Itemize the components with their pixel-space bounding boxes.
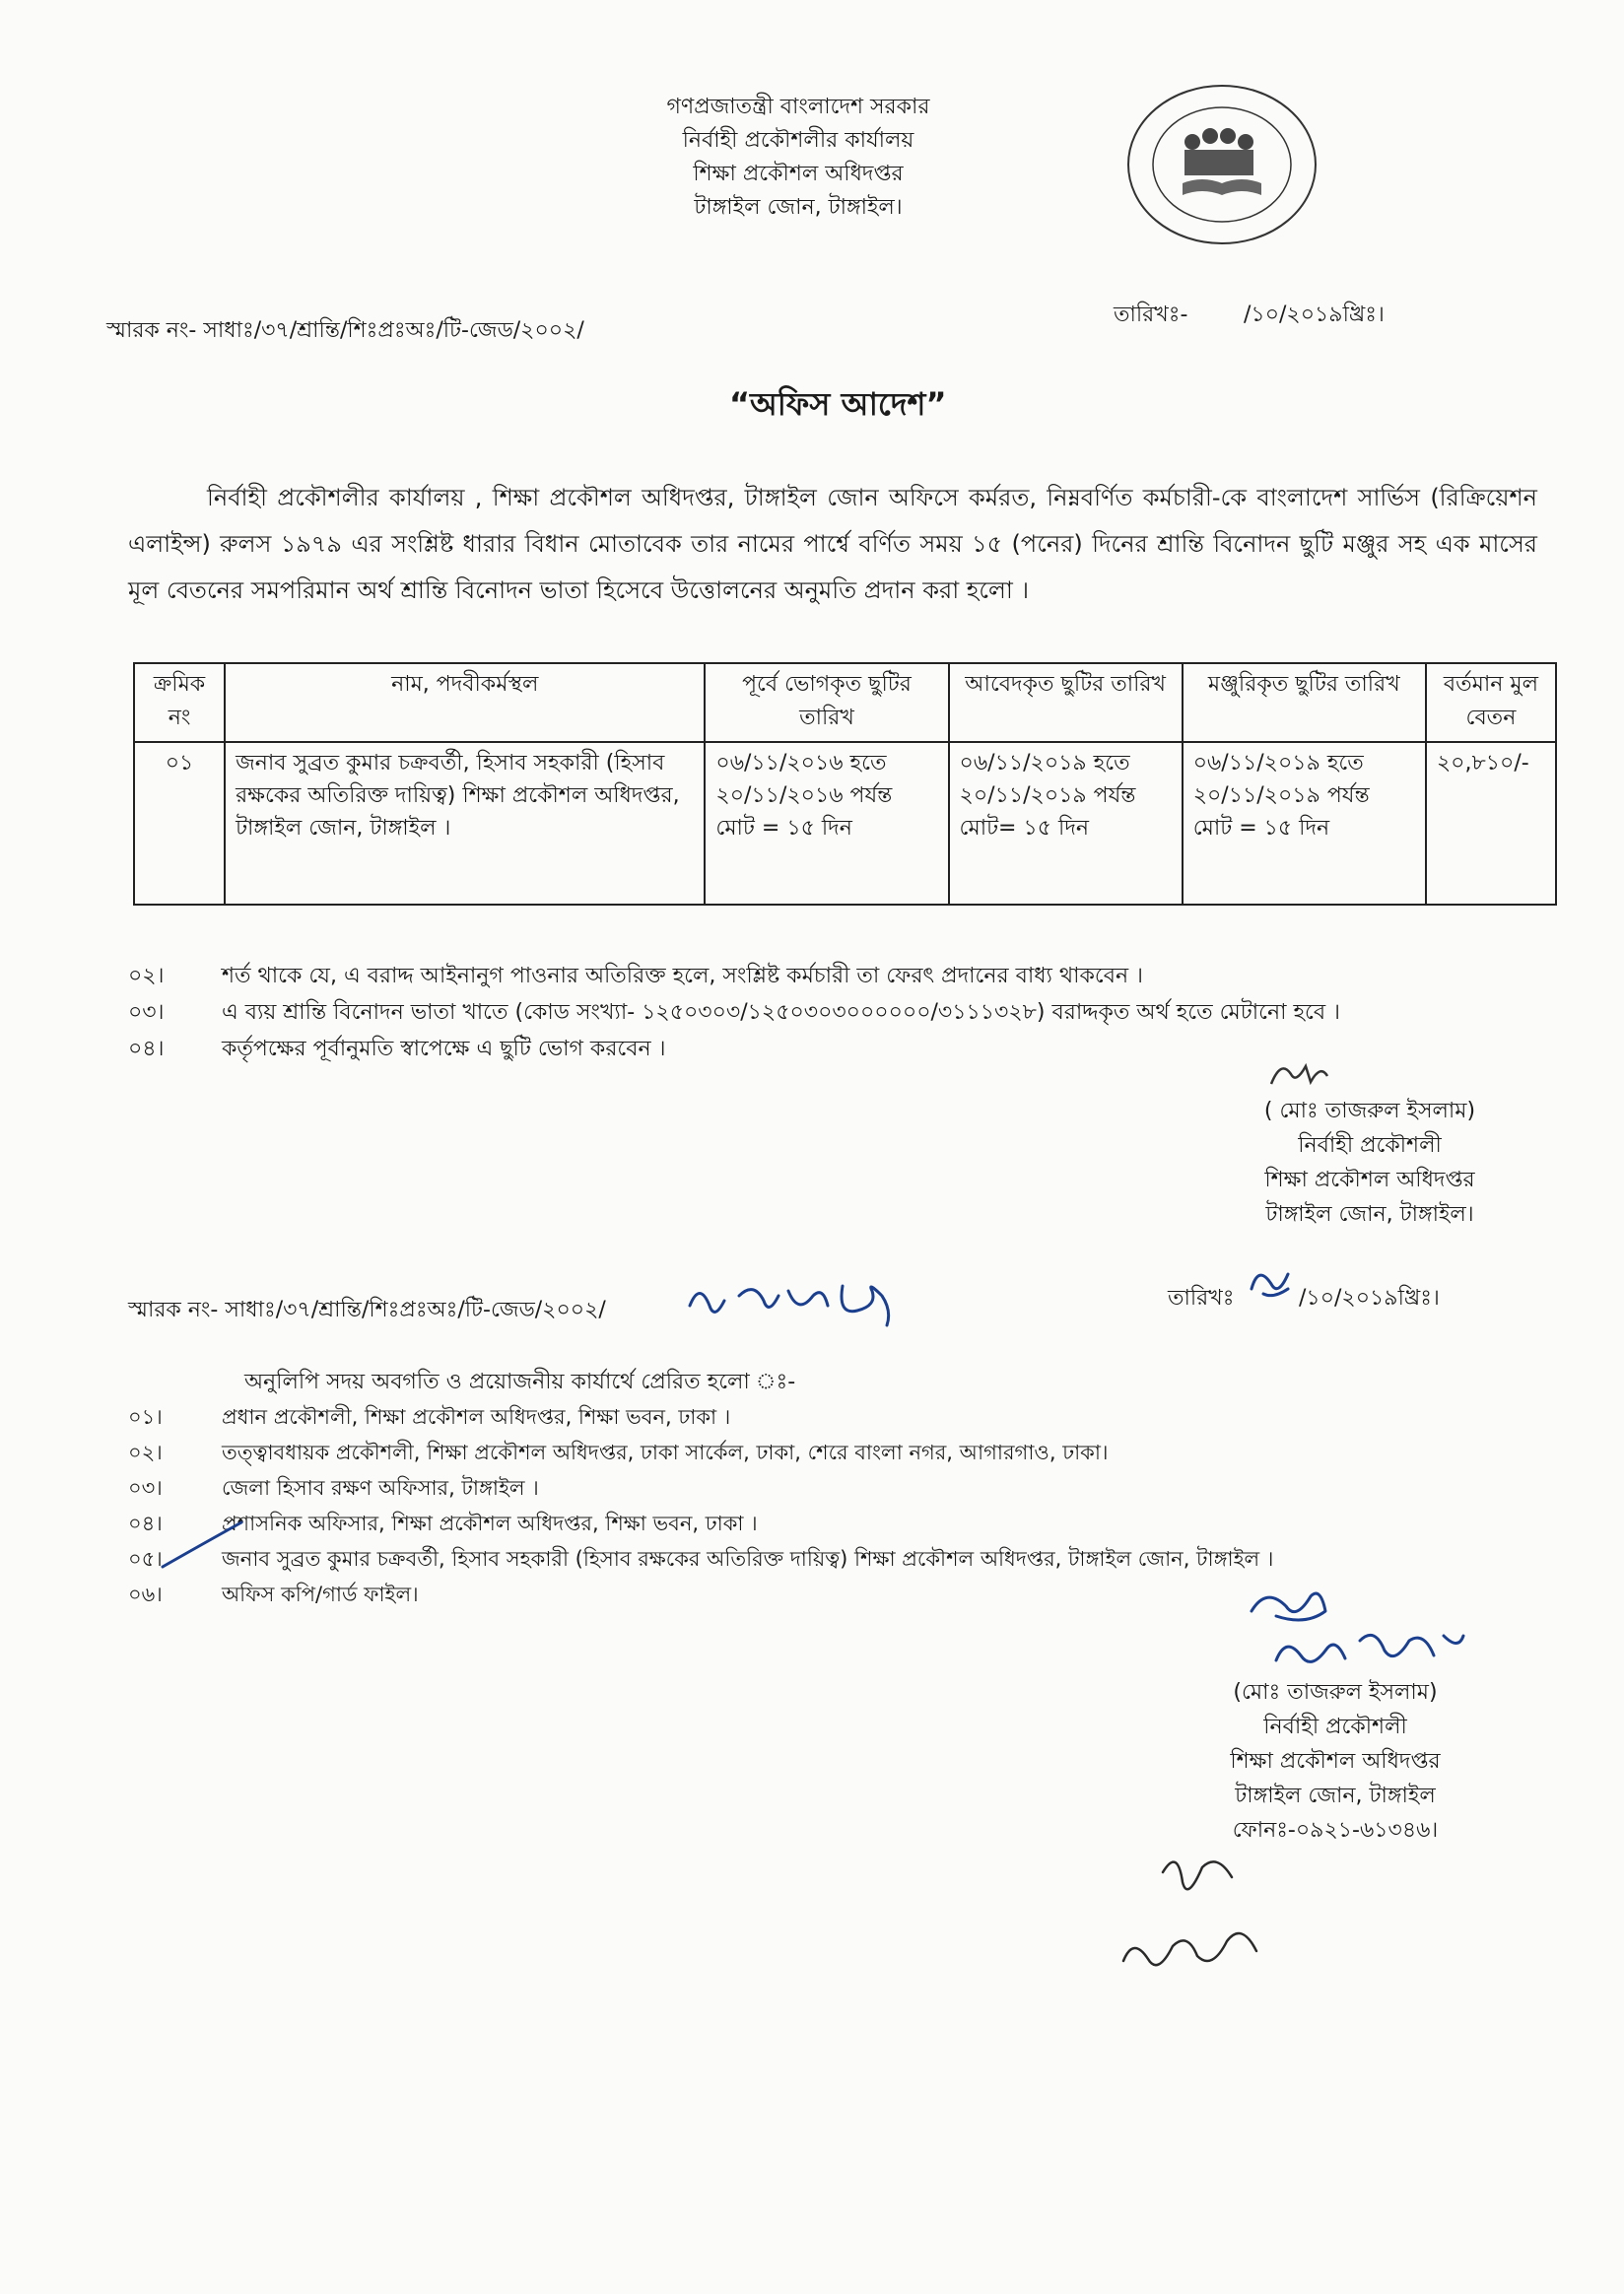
list-item [128,1435,1273,1470]
table-header: নাম, পদবীকর্মস্থল [225,663,705,742]
prev-leave-from: ০৬/১১/২০১৬ হতে [715,751,887,776]
approved-leave-total: মোট = ১৫ দিন [1192,816,1330,841]
header-office: নির্বাহী প্রকৌশলীর কার্যালয় [682,128,914,153]
copy-number: ০৬। [128,1583,163,1606]
table-header: বর্তমান মুল বেতন [1426,663,1556,742]
memo-reference-copy: স্মারক নং- সাধাঃ/৩৭/শ্রান্তি/শিঃপ্রঃঅঃ/টি-জেড/২০০২/ [128,1298,606,1322]
list-item [128,1506,1273,1541]
list-item [128,1577,1273,1612]
table-cell-serial: ০১ [134,742,225,905]
signatory-office: শিক্ষা প্রকৌশল অধিদপ্তর [1230,1749,1441,1774]
header-government: গণপ্রজাতন্ত্রী বাংলাদেশ সরকার [666,95,930,119]
signatory-name: ( মোঃ তাজরুল ইসলাম) [1263,1099,1476,1123]
copy-number: ০৫। [128,1547,163,1571]
blue-ink-signature-icon [1237,1582,1473,1690]
table-row [134,742,1556,905]
copy-recipient: প্রধান প্রকৌশলী, শিক্ষা প্রকৌশল অধিদপ্তর, শিক্ষা ভবন, ঢাকা । [222,1405,731,1429]
handwritten-date-icon [1244,1259,1298,1304]
condition-item [128,994,1340,1031]
header-department: শিক্ষা প্রকৌশল অধিদপ্তর [693,162,904,186]
handwritten-initial-date-icon [1104,1843,1281,1990]
applied-leave-from: ০৬/১১/২০১৯ হতে [959,751,1130,776]
memo-copy-date-label: তারিখঃ [1168,1286,1235,1311]
document-title: “অফিস আদেশ” [729,385,947,423]
signature-initial-icon [1266,1054,1335,1094]
copy-distribution-list [128,1399,1273,1612]
order-body-paragraph: নির্বাহী প্রকৌশলীর কার্যালয় , শিক্ষা প্রকৌশল অধিদপ্তর, টাঙ্গাইল জোন অফিসে কর্মরত, নিম্নবর্ণিত কর্মচারী-কে বাংলাদেশ সার্ভিস (রিক্রিয়েশন এলাইন্স) রুলস ১৯৭৯ এর সংশ্লিষ্ট ধারার বিধান মোতাবেক তার নামের পার্শ্বে বর্ণিত সময় ১৫ (পনের) দিনের শ্রান্তি বিনোদন ছুটি মঞ্জুর সহ এক মাসের মূল বেতনের সমপরিমান অর্থ শ্রান্তি বিনোদন ভাতা হিসেবে উত্তোলনের অনুমতি প্রদান করা হলো । [128,484,1537,604]
memo-date-label: তারিখঃ- [1114,303,1188,327]
copy-number: ০৪। [128,1512,163,1535]
prev-leave-to: ২০/১১/২০১৬ পর্যন্ত [715,783,893,808]
list-item [128,1541,1273,1577]
condition-number: ০৪। [128,1037,165,1061]
handwritten-memo-number-icon [680,1266,907,1335]
copy-recipient: প্রশাসনিক অফিসার, শিক্ষা প্রকৌশল অধিদপ্তর, শিক্ষা ভবন, ঢাকা । [222,1512,758,1535]
signature-block-primary [1207,1094,1532,1232]
signature-block-copy [1168,1675,1503,1848]
signatory-name: (মোঃ তাজরুল ইসলাম) [1233,1680,1438,1705]
list-item [128,1399,1273,1435]
copy-recipient: জনাব সুব্রত কুমার চক্রবর্তী, হিসাব সহকারী (হিসাব রক্ষকের অতিরিক্ত দায়িত্ব) শিক্ষা প্রকৌশল অধিদপ্তর, টাঙ্গাইল জোন, টাঙ্গাইল । [222,1547,1274,1571]
table-cell-applied-leave [949,742,1183,905]
list-item [128,1470,1273,1506]
table-header: পূর্বে ভোগকৃত ছুটির তারিখ [705,663,948,742]
table-header: মঞ্জুরিকৃত ছুটির তারিখ [1183,663,1426,742]
signatory-phone: ফোনঃ-০৯২১-৬১৩৪৬। [1232,1818,1439,1843]
condition-number: ০২। [128,964,165,988]
table-cell-approved-leave [1183,742,1426,905]
signatory-designation: নির্বাহী প্রকৌশলী [1263,1715,1407,1739]
leave-details-table [133,662,1557,906]
table-cell-prev-leave [705,742,948,905]
signatory-location: টাঙ্গাইল জোন, টাঙ্গাইল। [1265,1202,1474,1227]
department-seal-icon [1123,81,1320,248]
copy-number: ০২। [128,1441,163,1464]
copy-recipient: অফিস কপি/গার্ড ফাইল। [222,1583,419,1606]
memo-reference: স্মারক নং- সাধাঃ/৩৭/শ্রান্তি/শিঃপ্রঃঅঃ/টি-জেড/২০০২/ [106,318,584,343]
copy-recipient: জেলা হিসাব রক্ষণ অফিসার, টাঙ্গাইল । [222,1476,539,1500]
approved-leave-from: ০৬/১১/২০১৯ হতে [1192,751,1364,776]
memo-date-value: /১০/২০১৯খ্রিঃ। [1244,303,1385,327]
approved-leave-to: ২০/১১/২০১৯ পর্যন্ত [1192,783,1370,808]
condition-item [128,958,1340,994]
applied-leave-total: মোট= ১৫ দিন [959,816,1090,841]
table-header: ক্রমিক নং [134,663,225,742]
table-header-row [134,663,1556,742]
condition-number: ০৩। [128,1000,165,1025]
signatory-location: টাঙ্গাইল জোন, টাঙ্গাইল [1235,1784,1436,1808]
copy-distribution-intro: অনুলিপি সদয় অবগতি ও প্রয়োজনীয় কার্যার্থে প্রেরিত হলো ঃ- [244,1370,796,1394]
conditions-list [128,958,1340,1067]
table-header: আবেদকৃত ছুটির তারিখ [949,663,1183,742]
letterhead [581,91,1015,225]
copy-number: ০৩। [128,1476,163,1500]
condition-text: এ ব্যয় শ্রান্তি বিনোদন ভাতা খাতে (কোড সংখ্যা- ১২৫০৩০৩/১২৫০৩০৩০০০০০০/৩১১১৩২৮) বরাদ্দকৃত অর্থ হতে মেটানো হবে । [222,1000,1340,1025]
pen-strike-mark-icon [158,1518,246,1577]
signatory-office: শিক্ষা প্রকৌশল অধিদপ্তর [1264,1168,1475,1192]
table-cell-name: জনাব সুব্রত কুমার চক্রবর্তী, হিসাব সহকারী (হিসাব রক্ষকের অতিরিক্ত দায়িত্ব) শিক্ষা প্রকৌশল অধিদপ্তর, টাঙ্গাইল জোন, টাঙ্গাইল । [225,742,705,905]
header-zone: টাঙ্গাইল জোন, টাঙ্গাইল। [694,195,903,220]
signatory-designation: নির্বাহী প্রকৌশলী [1298,1133,1442,1158]
applied-leave-to: ২০/১১/২০১৯ পর্যন্ত [959,783,1136,808]
condition-text: কর্তৃপক্ষের পূর্বানুমতি স্বাপেক্ষে এ ছুটি ভোগ করবেন । [222,1037,666,1061]
copy-recipient: তত্ত্বাবধায়ক প্রকৌশলী, শিক্ষা প্রকৌশল অধিদপ্তর, ঢাকা সার্কেল, ঢাকা, শেরে বাংলা নগর, আগারগাও, ঢাকা। [222,1441,1109,1464]
condition-item [128,1031,1340,1067]
copy-number: ০১। [128,1405,163,1429]
table-cell-salary: ২০,৮১০/- [1426,742,1556,905]
condition-text: শর্ত থাকে যে, এ বরাদ্দ আইনানুগ পাওনার অতিরিক্ত হলে, সংশ্লিষ্ট কর্মচারী তা ফেরৎ প্রদানের বাধ্য থাকবেন । [222,964,1144,988]
memo-copy-date-value: /১০/২০১৯খ্রিঃ। [1299,1286,1440,1311]
prev-leave-total: মোট = ১৫ দিন [715,816,852,841]
